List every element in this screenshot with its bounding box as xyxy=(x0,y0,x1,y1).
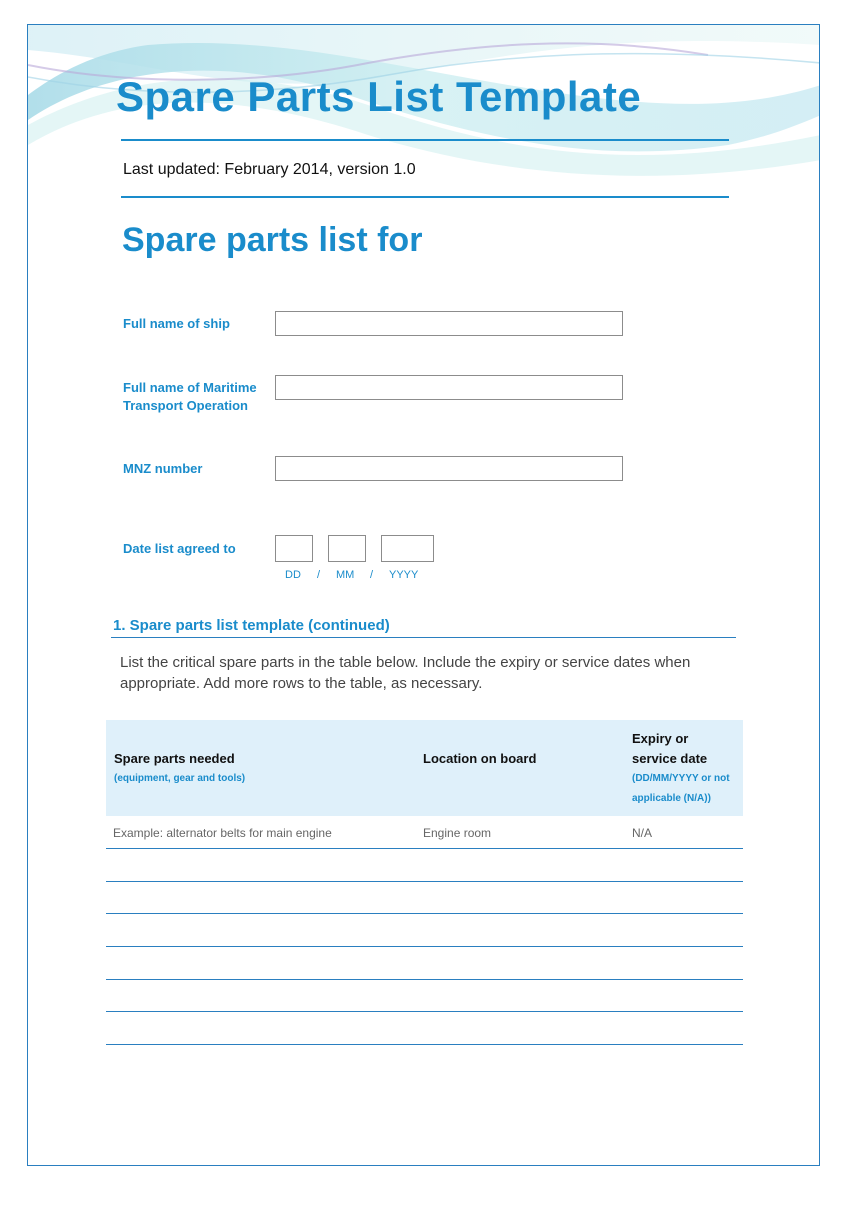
operation-name-label xyxy=(123,379,257,415)
mnz-number-field[interactable] xyxy=(275,456,623,481)
date-month-hint: MM xyxy=(336,569,355,581)
operation-label-line1: Full name of Maritime xyxy=(123,380,257,395)
table-row[interactable] xyxy=(106,882,743,914)
col-location-header: Location on board xyxy=(423,751,537,766)
date-year-field[interactable] xyxy=(381,535,434,562)
date-separator-2: / xyxy=(370,569,374,581)
form-subtitle: Spare parts list for xyxy=(122,221,423,259)
operation-name-field[interactable] xyxy=(275,375,623,400)
operation-label-line2: Transport Operation xyxy=(123,398,248,413)
date-month-field[interactable] xyxy=(328,535,366,562)
table-row-example[interactable] xyxy=(106,816,743,849)
date-agreed-label: Date list agreed to xyxy=(123,541,236,556)
table-row[interactable] xyxy=(106,849,743,882)
ship-name-field[interactable] xyxy=(275,311,623,336)
col-date-title-line2: service date xyxy=(632,751,708,766)
section-divider xyxy=(111,637,736,638)
section-heading: 1. Spare parts list template (continued) xyxy=(113,617,390,634)
page-frame xyxy=(27,24,820,1166)
col-date-title-line1: Expiry or xyxy=(632,731,689,746)
date-day-hint: DD xyxy=(285,569,301,581)
document-title: Spare Parts List Template xyxy=(116,73,642,120)
col-parts-header xyxy=(114,749,245,789)
ship-name-label: Full name of ship xyxy=(123,316,230,331)
table-row[interactable] xyxy=(106,914,743,947)
col-parts-title: Spare parts needed xyxy=(114,751,235,766)
example-location-cell: Engine room xyxy=(423,826,492,840)
date-day-field[interactable] xyxy=(275,535,313,562)
table-row[interactable] xyxy=(106,947,743,980)
example-date-cell: N/A xyxy=(632,826,653,840)
section-intro-text: List the critical spare parts in the table below. Include the expiry or service dates when appropriate. Add more rows to the table, as necessary. xyxy=(120,654,691,692)
col-parts-subtitle: (equipment, gear and tools) xyxy=(114,773,246,784)
example-part-cell: Example: alternator belts for main engine xyxy=(113,826,332,840)
table-header xyxy=(106,720,743,816)
date-separator-1: / xyxy=(317,569,321,581)
last-updated-text: Last updated: February 2014, version 1.0 xyxy=(123,161,416,178)
col-date-subtitle-line2: applicable (N/A)) xyxy=(632,793,711,804)
col-date-header xyxy=(632,729,730,809)
updated-divider xyxy=(121,196,729,198)
table-row[interactable] xyxy=(106,1012,743,1045)
table-row[interactable] xyxy=(106,980,743,1012)
mnz-number-label: MNZ number xyxy=(123,461,203,476)
title-divider xyxy=(121,139,729,141)
date-year-hint: YYYY xyxy=(389,569,419,581)
col-date-subtitle-line1: (DD/MM/YYYY or not xyxy=(632,773,730,784)
